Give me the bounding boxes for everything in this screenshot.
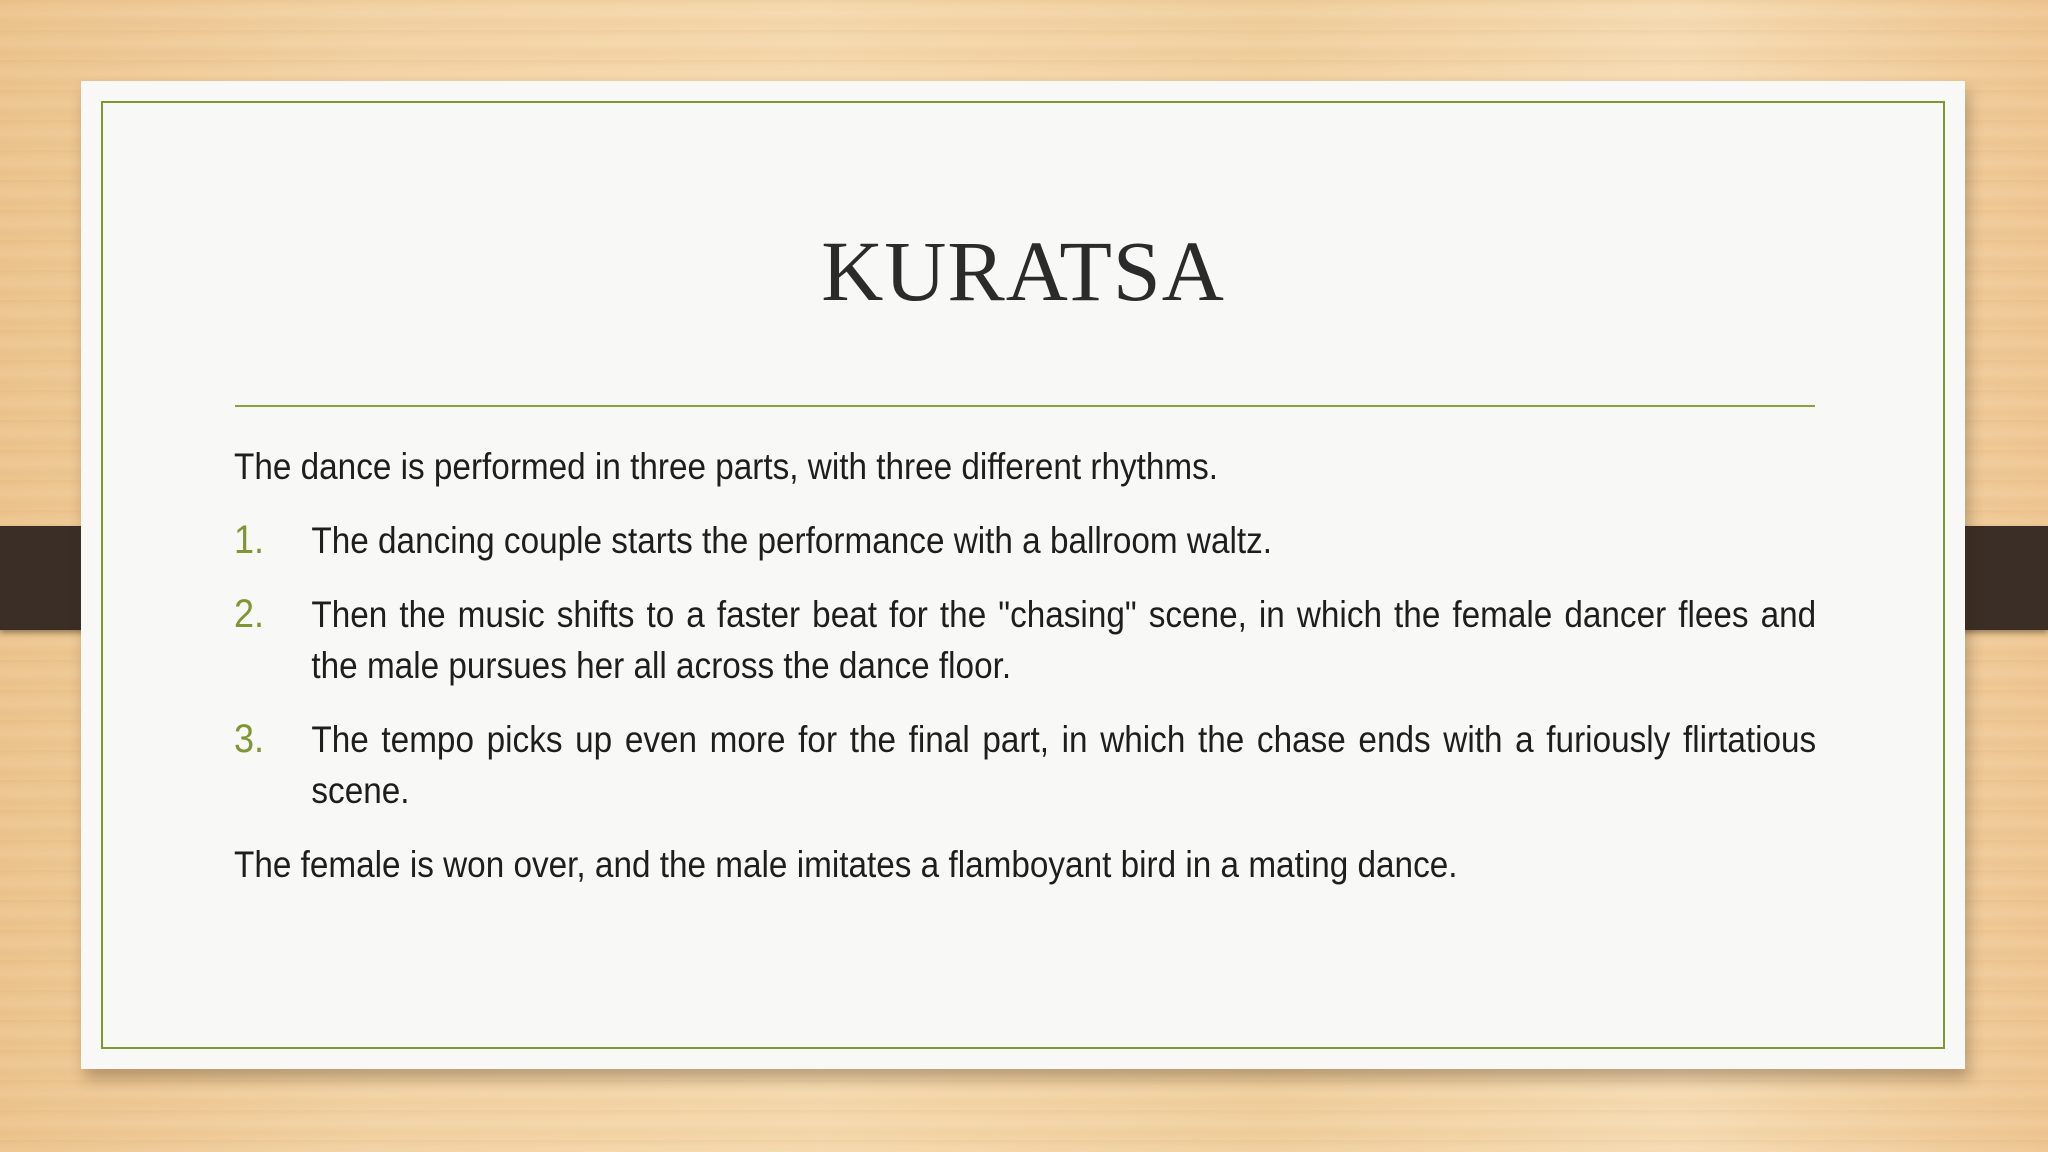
slide: [81, 81, 1965, 1069]
outro-paragraph: The female is won over, and the male imitates a flamboyant bird in a mating dance.: [234, 844, 1458, 885]
list-item: [234, 714, 1816, 816]
numbered-list: [234, 515, 1816, 816]
slide-title: KURATSA: [821, 223, 1225, 319]
title-divider: [235, 405, 1815, 407]
list-item-text: The tempo picks up even more for the final part, in which the chase ends with a furiously flirtatious scene.: [311, 719, 1817, 811]
list-item: [234, 589, 1816, 691]
list-item-number: 3.: [234, 717, 265, 761]
list-item-number: 1.: [234, 518, 265, 562]
intro-paragraph: The dance is performed in three parts, with three different rhythms.: [234, 446, 1219, 487]
list-item-number: 2.: [234, 592, 265, 636]
list-item: [234, 515, 1816, 566]
slide-body: [234, 441, 1816, 890]
list-item-text: The dancing couple starts the performance with a ballroom waltz.: [311, 520, 1273, 561]
list-item-text: Then the music shifts to a faster beat for the "chasing" scene, in which the female dancer flees and the male pursues her all across the dance floor.: [311, 594, 1817, 686]
